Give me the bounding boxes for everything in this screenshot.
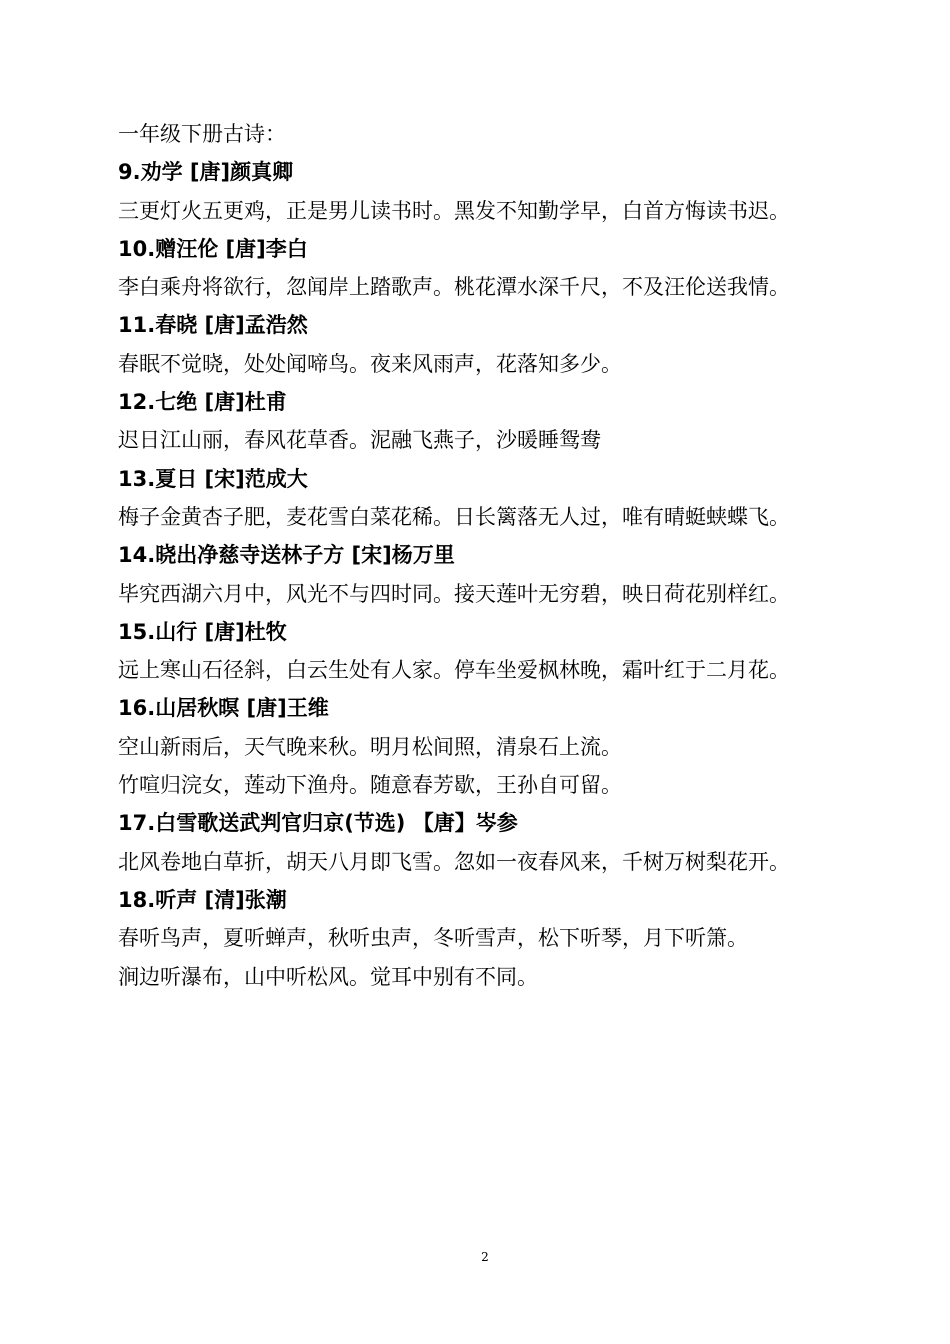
page-number: 2 bbox=[481, 1250, 489, 1264]
document-body bbox=[118, 115, 858, 996]
poem-title: 9.劝学 [唐]颜真卿 bbox=[118, 160, 294, 185]
poem-line: 三更灯火五更鸡，正是男儿读书时。黑发不知勤学早，白首方悔读书迟。 bbox=[118, 198, 790, 223]
poem-line: 春眠不觉晓，处处闻啼鸟。夜来风雨声，花落知多少。 bbox=[118, 351, 622, 376]
poem-title: 18.听声 [清]张潮 bbox=[118, 887, 287, 912]
poem-title: 15.山行 [唐]杜牧 bbox=[118, 619, 287, 644]
poem-9 bbox=[118, 153, 858, 230]
poem-line: 涧边听瀑布，山中听松风。觉耳中别有不同。 bbox=[118, 964, 538, 989]
poem-12 bbox=[118, 383, 858, 460]
poem-13 bbox=[118, 460, 858, 537]
poem-line: 梅子金黄杏子肥，麦花雪白菜花稀。日长篱落无人过，唯有晴蜓蛱蝶飞。 bbox=[118, 504, 790, 529]
poem-14 bbox=[118, 536, 858, 613]
poem-title: 17.白雪歌送武判官归京(节选) 【唐】岑参 bbox=[118, 811, 518, 836]
poem-line: 毕究西湖六月中，风光不与四时同。接天莲叶无穷碧，映日荷花别样红。 bbox=[118, 581, 790, 606]
poem-line: 迟日江山丽，春风花草香。泥融飞燕子，沙暖睡鸳鸯 bbox=[118, 428, 601, 453]
poem-line: 李白乘舟将欲行，忽闻岸上踏歌声。桃花潭水深千尺，不及汪伦送我情。 bbox=[118, 275, 790, 300]
poem-line: 远上寒山石径斜，白云生处有人家。停车坐爱枫林晚，霜叶红于二月花。 bbox=[118, 658, 790, 683]
poem-11 bbox=[118, 306, 858, 383]
poem-line: 北风卷地白草折，胡天八月即飞雪。忽如一夜春风来，千树万树梨花开。 bbox=[118, 849, 790, 874]
poem-title: 10.赠汪伦 [唐]李白 bbox=[118, 236, 308, 261]
poem-line: 竹喧归浣女，莲动下渔舟。随意春芳歇，王孙自可留。 bbox=[118, 773, 622, 798]
poem-title: 14.晓出净慈寺送林子方 [宋]杨万里 bbox=[118, 543, 455, 568]
poem-line: 春听鸟声，夏听蝉声，秋听虫声，冬听雪声，松下听琴，月下听箫。 bbox=[118, 926, 748, 951]
poem-10 bbox=[118, 230, 858, 307]
poem-title: 11.春晓 [唐]孟浩然 bbox=[118, 313, 308, 338]
poem-title: 13.夏日 [宋]范成大 bbox=[118, 466, 308, 491]
poem-title: 16.山居秋暝 [唐]王维 bbox=[118, 696, 329, 721]
poem-18 bbox=[118, 881, 858, 996]
poem-17 bbox=[118, 804, 858, 881]
section-heading: 一年级下册古诗： bbox=[118, 122, 286, 146]
poem-15 bbox=[118, 613, 858, 690]
poem-line: 空山新雨后，天气晚来秋。明月松间照，清泉石上流。 bbox=[118, 734, 622, 759]
poem-title: 12.七绝 [唐]杜甫 bbox=[118, 390, 287, 415]
poem-16 bbox=[118, 689, 858, 804]
